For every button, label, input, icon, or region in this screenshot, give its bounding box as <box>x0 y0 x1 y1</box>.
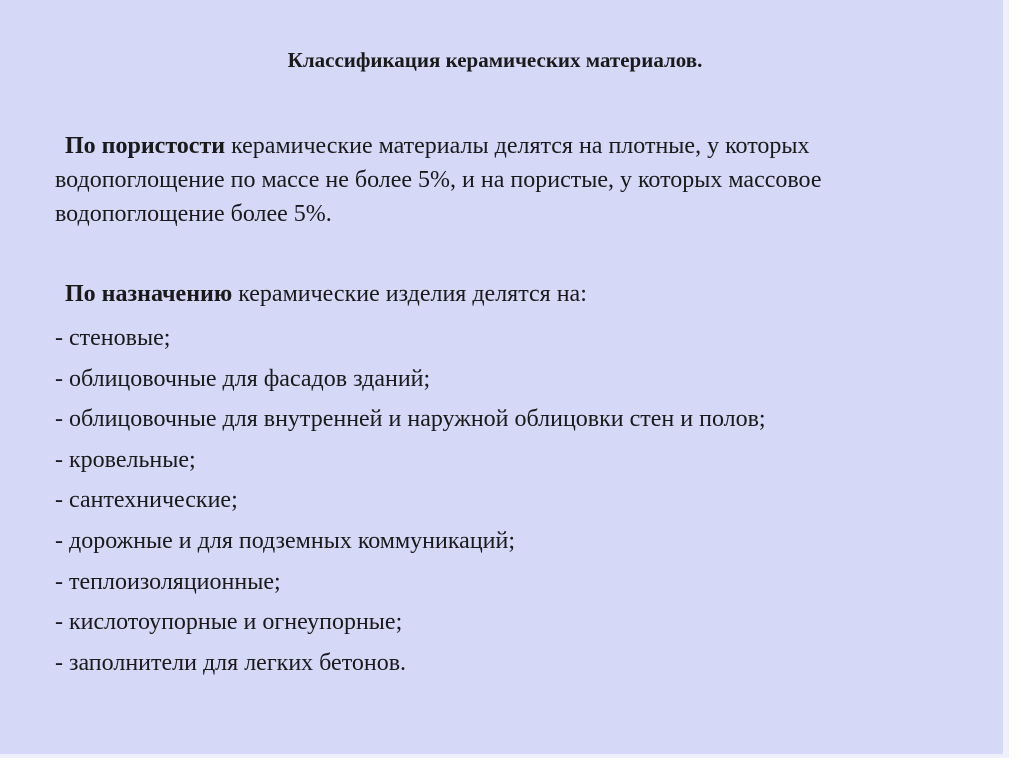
porosity-paragraph <box>55 129 985 231</box>
porosity-bold-lead: По пористости <box>65 133 226 159</box>
purpose-list-item: - сантехнические; <box>55 487 238 514</box>
porosity-line-1-rest: керамические материалы делятся на плотные, у которых <box>225 133 810 159</box>
purpose-list-item: - теплоизоляционные; <box>55 568 281 595</box>
porosity-line-2: водопоглощение по массе не более 5%, и на пористые, у которых массовое <box>55 167 822 193</box>
porosity-line-3: водопоглощение более 5%. <box>55 201 332 227</box>
purpose-bold-lead: По назначению <box>65 281 233 307</box>
purpose-list-item: - облицовочные для фасадов зданий; <box>55 365 431 392</box>
purpose-list-item: - облицовочные для внутренней и наружной облицовки стен и полов; <box>55 406 766 433</box>
purpose-intro-rest: керамические изделия делятся на: <box>232 281 587 307</box>
purpose-intro <box>55 276 985 318</box>
purpose-list-item: - кровельные; <box>55 446 196 473</box>
porosity-line-1 <box>55 129 985 163</box>
slide-title: Классификация керамических материалов. <box>287 48 703 72</box>
purpose-list-item: - заполнители для легких бетонов. <box>55 649 407 676</box>
purpose-list <box>55 318 985 683</box>
purpose-list-item: - кислотоупорные и огнеупорные; <box>55 609 403 636</box>
purpose-list-item: - дорожные и для подземных коммуникаций; <box>55 527 516 554</box>
purpose-paragraph <box>55 276 985 683</box>
purpose-list-item: - стеновые; <box>55 325 171 351</box>
